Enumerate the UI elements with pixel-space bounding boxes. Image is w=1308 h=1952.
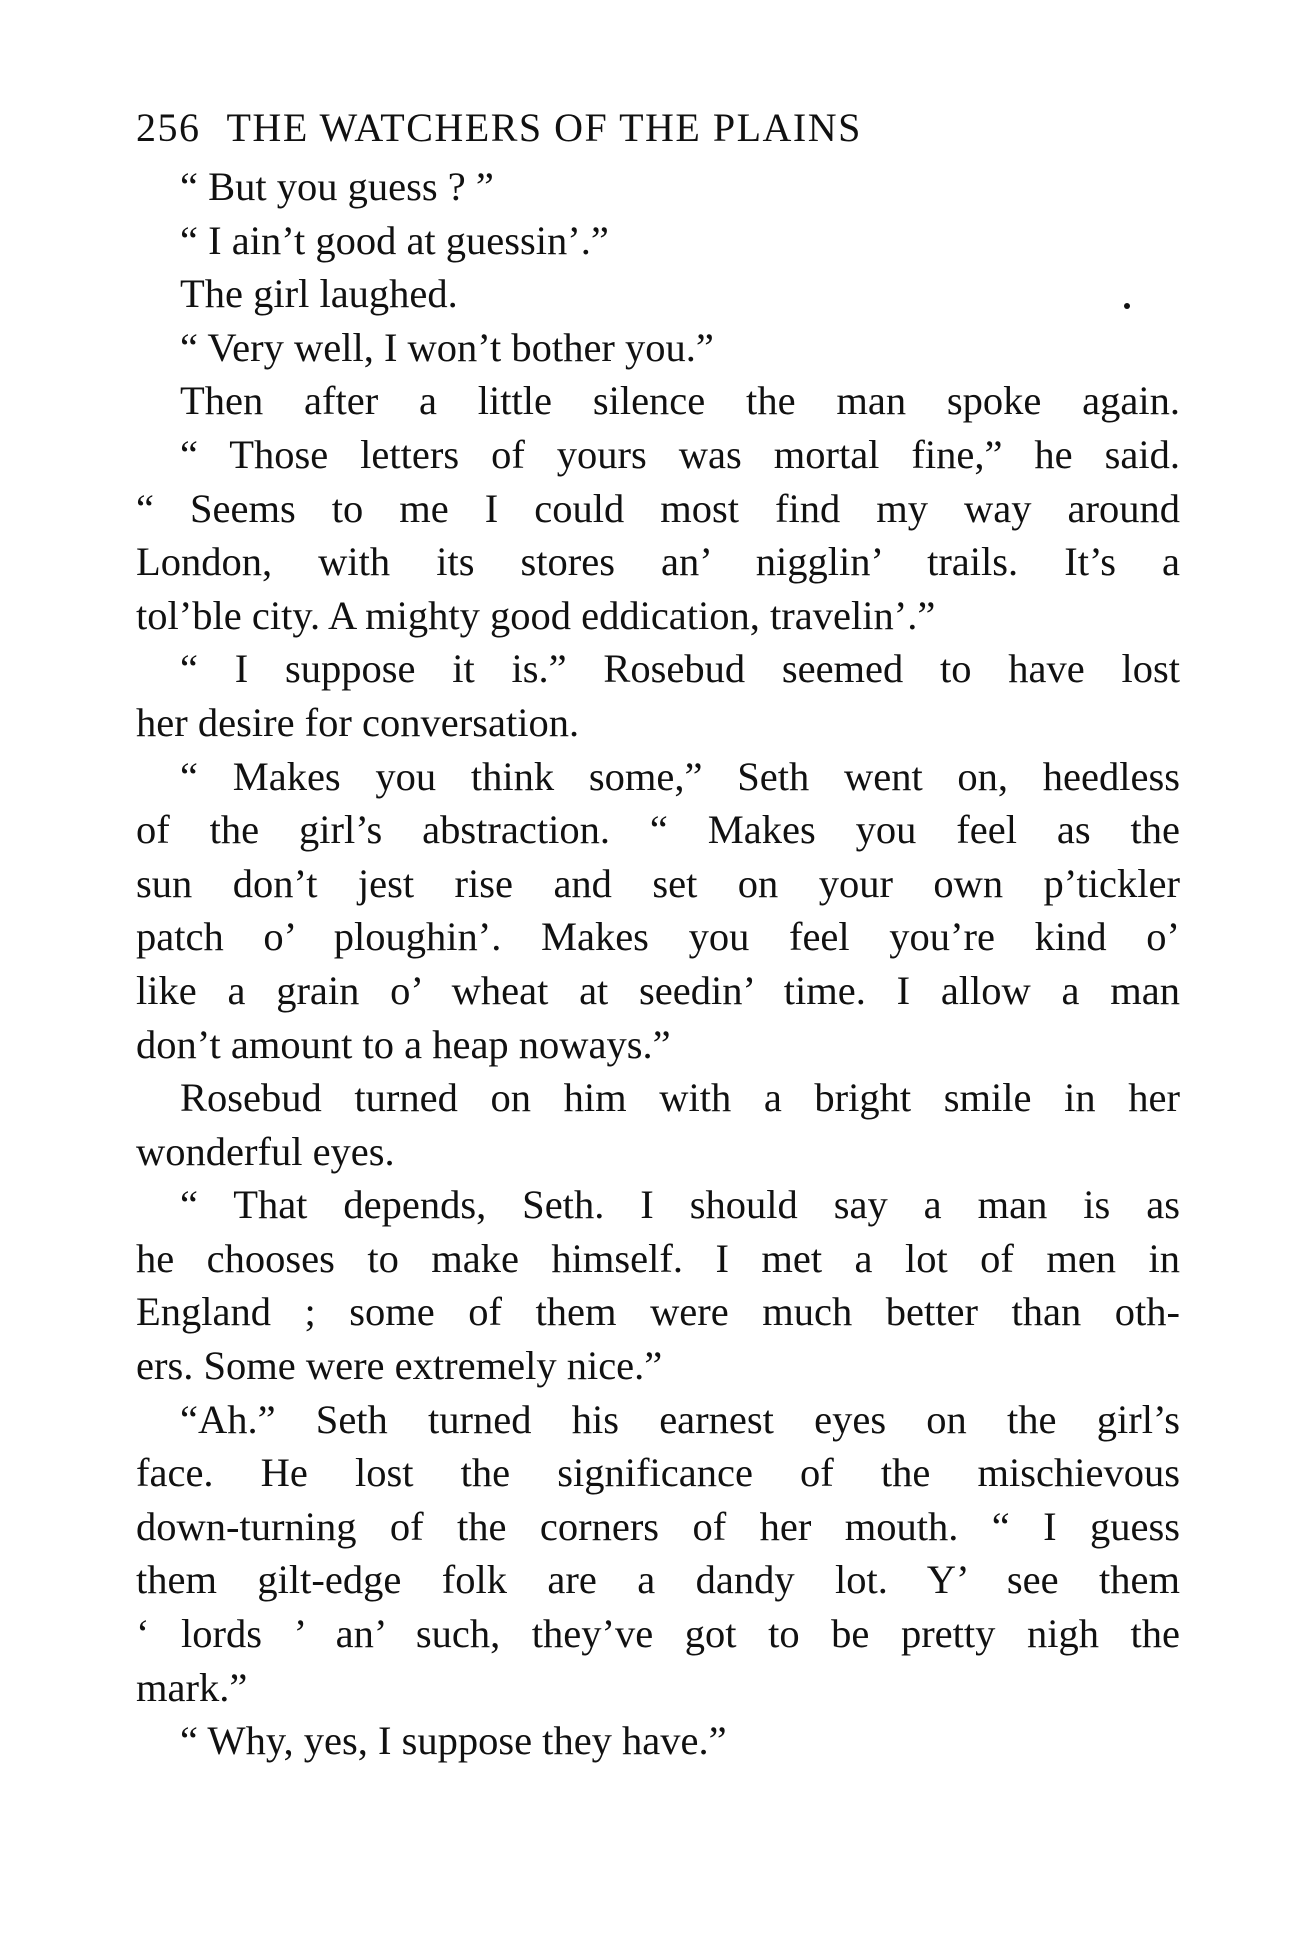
text-line: Rosebud turned on him with a bright smile in her (180, 1075, 1180, 1121)
text-line: “ I suppose it is.” Rosebud seemed to have lost (180, 646, 1180, 692)
text-line: of the girl’s abstraction. “ Makes you feel as the (136, 807, 1180, 853)
text-line: sun don’t jest rise and set on your own p’tickler (136, 860, 1180, 906)
text-line: like a grain o’ wheat at seedin’ time. I allow a man (136, 967, 1180, 1013)
text-line: don’t amount to a heap noways.” (136, 1021, 671, 1067)
text-line: mark.” (136, 1664, 248, 1710)
text-line: “ Seems to me I could most find my way around (136, 485, 1180, 531)
body-text (136, 160, 1180, 1768)
book-page (136, 100, 1180, 1768)
text-line: “Ah.” Seth turned his earnest eyes on the girl’s (180, 1396, 1180, 1442)
running-head (136, 100, 1180, 156)
text-line: “ Why, yes, I suppose they have.” (180, 1718, 727, 1764)
text-line: Then after a little silence the man spoke again. (180, 378, 1180, 424)
text-line: her desire for conversation. (136, 699, 580, 745)
text-line: patch o’ ploughin’. Makes you feel you’re kind o’ (136, 914, 1180, 960)
text-line: ‘ lords ’ an’ such, they’ve got to be pretty nigh the (136, 1611, 1180, 1657)
text-line: “ But you guess ? ” (180, 164, 494, 209)
text-line: England ; some of them were much better than oth- (136, 1289, 1180, 1335)
text-line: them gilt-edge folk are a dandy lot. Y’ see them (136, 1557, 1180, 1603)
text-line: face. He lost the significance of the mischievous (136, 1450, 1180, 1496)
text-line: he chooses to make himself. I met a lot of men in (136, 1235, 1180, 1281)
text-line: London, with its stores an’ nigglin’ trails. It’s a (136, 539, 1180, 585)
text-line: “ Those letters of yours was mortal fine,” he said. (180, 431, 1180, 477)
running-title: THE WATCHERS OF THE PLAINS (226, 105, 862, 150)
text-line: wonderful eyes. (136, 1128, 395, 1174)
page-number: 256 (136, 105, 201, 150)
text-line: “ Very well, I won’t bother you.” (180, 324, 714, 370)
text-line: down-turning of the corners of her mouth. “ I guess (136, 1503, 1180, 1549)
text-line: tol’ble city. A mighty good eddication, travelin’.” (136, 592, 936, 638)
text-line: “ Makes you think some,” Seth went on, heedless (180, 753, 1180, 799)
ink-speck (1124, 303, 1130, 309)
text-line: The girl laughed. (180, 271, 458, 317)
text-line: “ That depends, Seth. I should say a man is as (180, 1182, 1180, 1228)
text-line: ers. Some were extremely nice.” (136, 1343, 663, 1389)
text-line: “ I ain’t good at guessin’.” (180, 217, 609, 263)
